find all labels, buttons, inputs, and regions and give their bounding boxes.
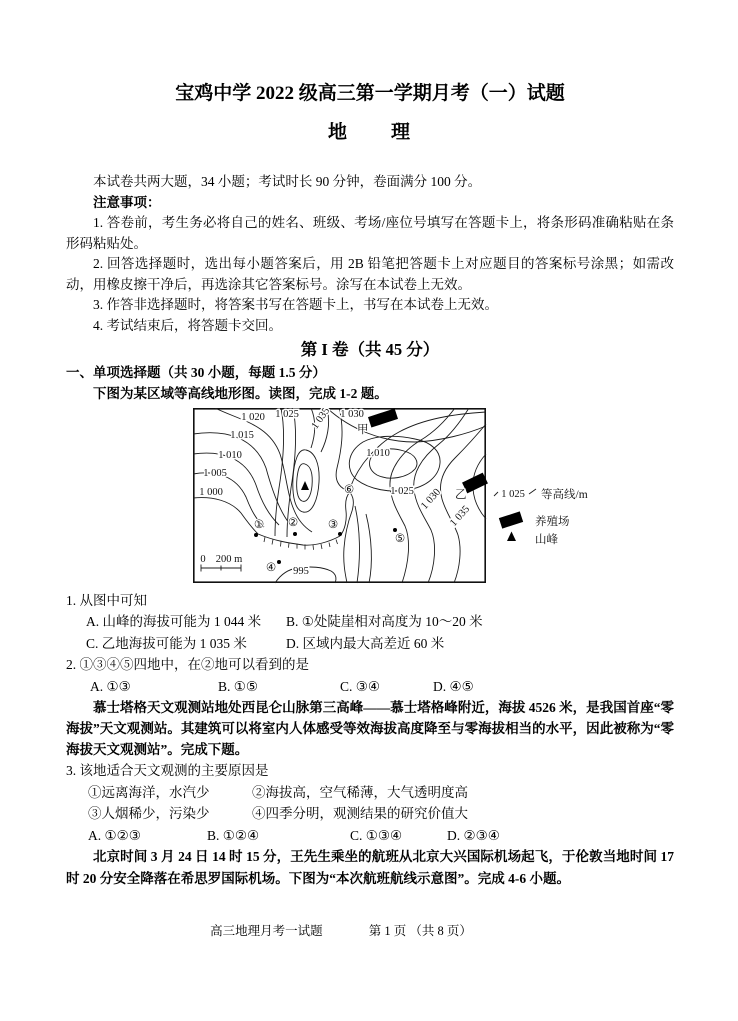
- option-c: C. ①③④: [350, 827, 403, 843]
- point-dot: [293, 532, 297, 536]
- question-1-stem: 1. 从图中可知: [66, 592, 147, 608]
- question-1-options: [66, 611, 674, 654]
- subitem-4: ④四季分明，观测结果的研究价值大: [252, 806, 468, 821]
- footer-page-number: 第 1 页 （共 8 页）: [368, 924, 472, 938]
- contour-label: 1 000: [199, 486, 223, 498]
- point-marker-2: ②: [287, 514, 299, 529]
- peak-icon: [301, 481, 309, 490]
- point-marker-4: ④: [265, 559, 277, 574]
- legend-farm-icon: [499, 511, 523, 528]
- subitem-3: ③人烟稀少，污染少: [88, 806, 210, 821]
- question-2-options: [66, 676, 674, 698]
- point-dot: [277, 560, 281, 564]
- figure-intro: 下图为某区域等高线地形图。读图，完成 1-2 题。: [93, 386, 388, 401]
- option-a: A. ①②③: [88, 827, 141, 843]
- contour-label: 1 030: [340, 408, 364, 420]
- question-2-stem: 2. ①③④⑤四地中，在②地可以看到的是: [66, 657, 309, 672]
- legend-contour-value: 1 025: [501, 488, 525, 500]
- subitem-2: ②海拔高，空气稀薄，大气透明度高: [252, 784, 468, 800]
- option-b: B. ①处陡崖相对高度为 10～20 米: [286, 614, 483, 629]
- notice-heading: 注意事项：: [93, 194, 161, 210]
- contour-line: [215, 408, 312, 532]
- legend-peak-icon: [507, 531, 516, 541]
- contour-label: 1 035: [309, 407, 333, 431]
- section-title: 第 I 卷（共 45 分）: [300, 340, 440, 359]
- contour-label: 1 025: [275, 408, 299, 420]
- intro-paragraph: 本试卷共两大题，34 小题；考试时长 90 分钟，卷面满分 100 分。: [93, 174, 482, 189]
- map-legend: [494, 487, 588, 546]
- footer-inner: [210, 924, 472, 938]
- question-3-subitems: [66, 782, 674, 825]
- cliff-hachure: [264, 537, 338, 550]
- point-marker-5: ⑤: [394, 530, 406, 545]
- contour-label: 1 005: [203, 467, 227, 479]
- question-1: [66, 590, 674, 655]
- question-2: [66, 654, 674, 697]
- contour-map-figure: [193, 408, 674, 588]
- option-c: C. ③④: [340, 678, 380, 694]
- passage-1: 慕士塔格天文观测站地处西昆仑山脉第三高峰——慕士塔格峰附近，海拔 4526 米，是我国首座“零海拔”天文观测站。其建筑可以将室内人体感受等效海拔高度降至与零海拔相当的水平，因此被称为“零海拔天文观测站”。完成下题。: [66, 700, 674, 757]
- option-d: D. ②③④: [447, 827, 500, 843]
- cliff-line: [258, 534, 340, 545]
- legend-farm-label: 养殖场: [535, 515, 570, 528]
- notice-item-1: 1. 答卷前，考生务必将自己的姓名、班级、考场/座位号填写在答题卡上，将条形码准确粘贴在条形码粘贴处。: [66, 215, 674, 251]
- contour-line: [340, 492, 350, 536]
- option-b: B. ①②④: [207, 827, 260, 843]
- contour-label: 1 010: [366, 447, 390, 459]
- option-a: A. 山峰的海拔可能为 1 044 米: [86, 614, 262, 629]
- contour-label: 1 030: [419, 486, 444, 512]
- legend-contour-sample: [494, 492, 498, 496]
- legend-contour-sample: [529, 489, 536, 494]
- legend-peak-label: 山峰: [535, 533, 558, 546]
- exam-title: 宝鸡中学 2022 级高三第一学期月考（一）试题: [175, 83, 565, 104]
- scale-bar: [201, 564, 241, 571]
- passage-2: 北京时间 3 月 24 日 14 时 15 分，王先生乘坐的航班从北京大兴国际机场起飞，于伦敦当地时间 17 时 20 分安全降落在希思罗国际机场。下图为“本次航班航线示意图”。完成 4-6 小题。: [66, 849, 674, 886]
- contour-map-svg: [193, 408, 693, 588]
- question-3-stem: 3. 该地适合天文观测的主要原因是: [66, 763, 269, 778]
- contour-label: 1 035: [448, 503, 473, 529]
- farm-label-yi: 乙: [455, 488, 467, 501]
- point-marker-6: ⑥: [343, 481, 355, 496]
- farm-icon-jia: [368, 408, 398, 427]
- contour-label: 1 010: [218, 449, 242, 461]
- question-3: [66, 760, 674, 846]
- farm-label-jia: 甲: [357, 423, 369, 436]
- contour-label: 995: [293, 565, 309, 577]
- point-marker-1: ①: [253, 516, 265, 531]
- footer-doc-title: 高三地理月考一试题: [210, 924, 323, 938]
- option-a: A. ①③: [90, 678, 131, 694]
- contour-label: 1 025: [390, 485, 414, 497]
- notice-item-2: 2. 回答选择题时，选出每小题答案后，用 2B 铅笔把答题卡上对应题目的答案标号涂黑；如需改动，用橡皮擦干净后，再选涂其它答案标号。涂写在本试卷上无效。: [66, 256, 674, 292]
- scale-value: 200 m: [215, 553, 243, 565]
- point-dot: [338, 532, 342, 536]
- point-marker-3: ③: [327, 516, 339, 531]
- question-3-options: [66, 825, 674, 847]
- option-b: B. ①⑤: [218, 678, 258, 694]
- contour-label: 1 015: [230, 429, 254, 441]
- contour-line: [355, 506, 359, 583]
- scale-zero: 0: [200, 553, 206, 565]
- subitem-1: ①远离海洋，水汽少: [88, 784, 210, 800]
- part-heading: 一、单项选择题（共 30 小题，每题 1.5 分）: [66, 365, 326, 380]
- option-d: D. 区域内最大高差近 60 米: [286, 635, 445, 651]
- option-d: D. ④⑤: [433, 678, 474, 694]
- page-footer: [0, 921, 738, 939]
- notice-item-4: 4. 考试结束后，将答题卡交回。: [93, 317, 282, 333]
- contour-label: 1 020: [241, 411, 265, 423]
- contour-line: [366, 514, 371, 583]
- contour-line: [275, 408, 284, 536]
- legend-contour-label: 等高线/m: [541, 488, 588, 501]
- option-c: C. 乙地海拔可能为 1 035 米: [86, 635, 247, 651]
- point-dot: [254, 533, 258, 537]
- notice-item-3: 3. 作答非选择题时，将答案书写在答题卡上，书写在本试卷上无效。: [93, 297, 498, 312]
- subject-title: 地 理: [327, 122, 412, 143]
